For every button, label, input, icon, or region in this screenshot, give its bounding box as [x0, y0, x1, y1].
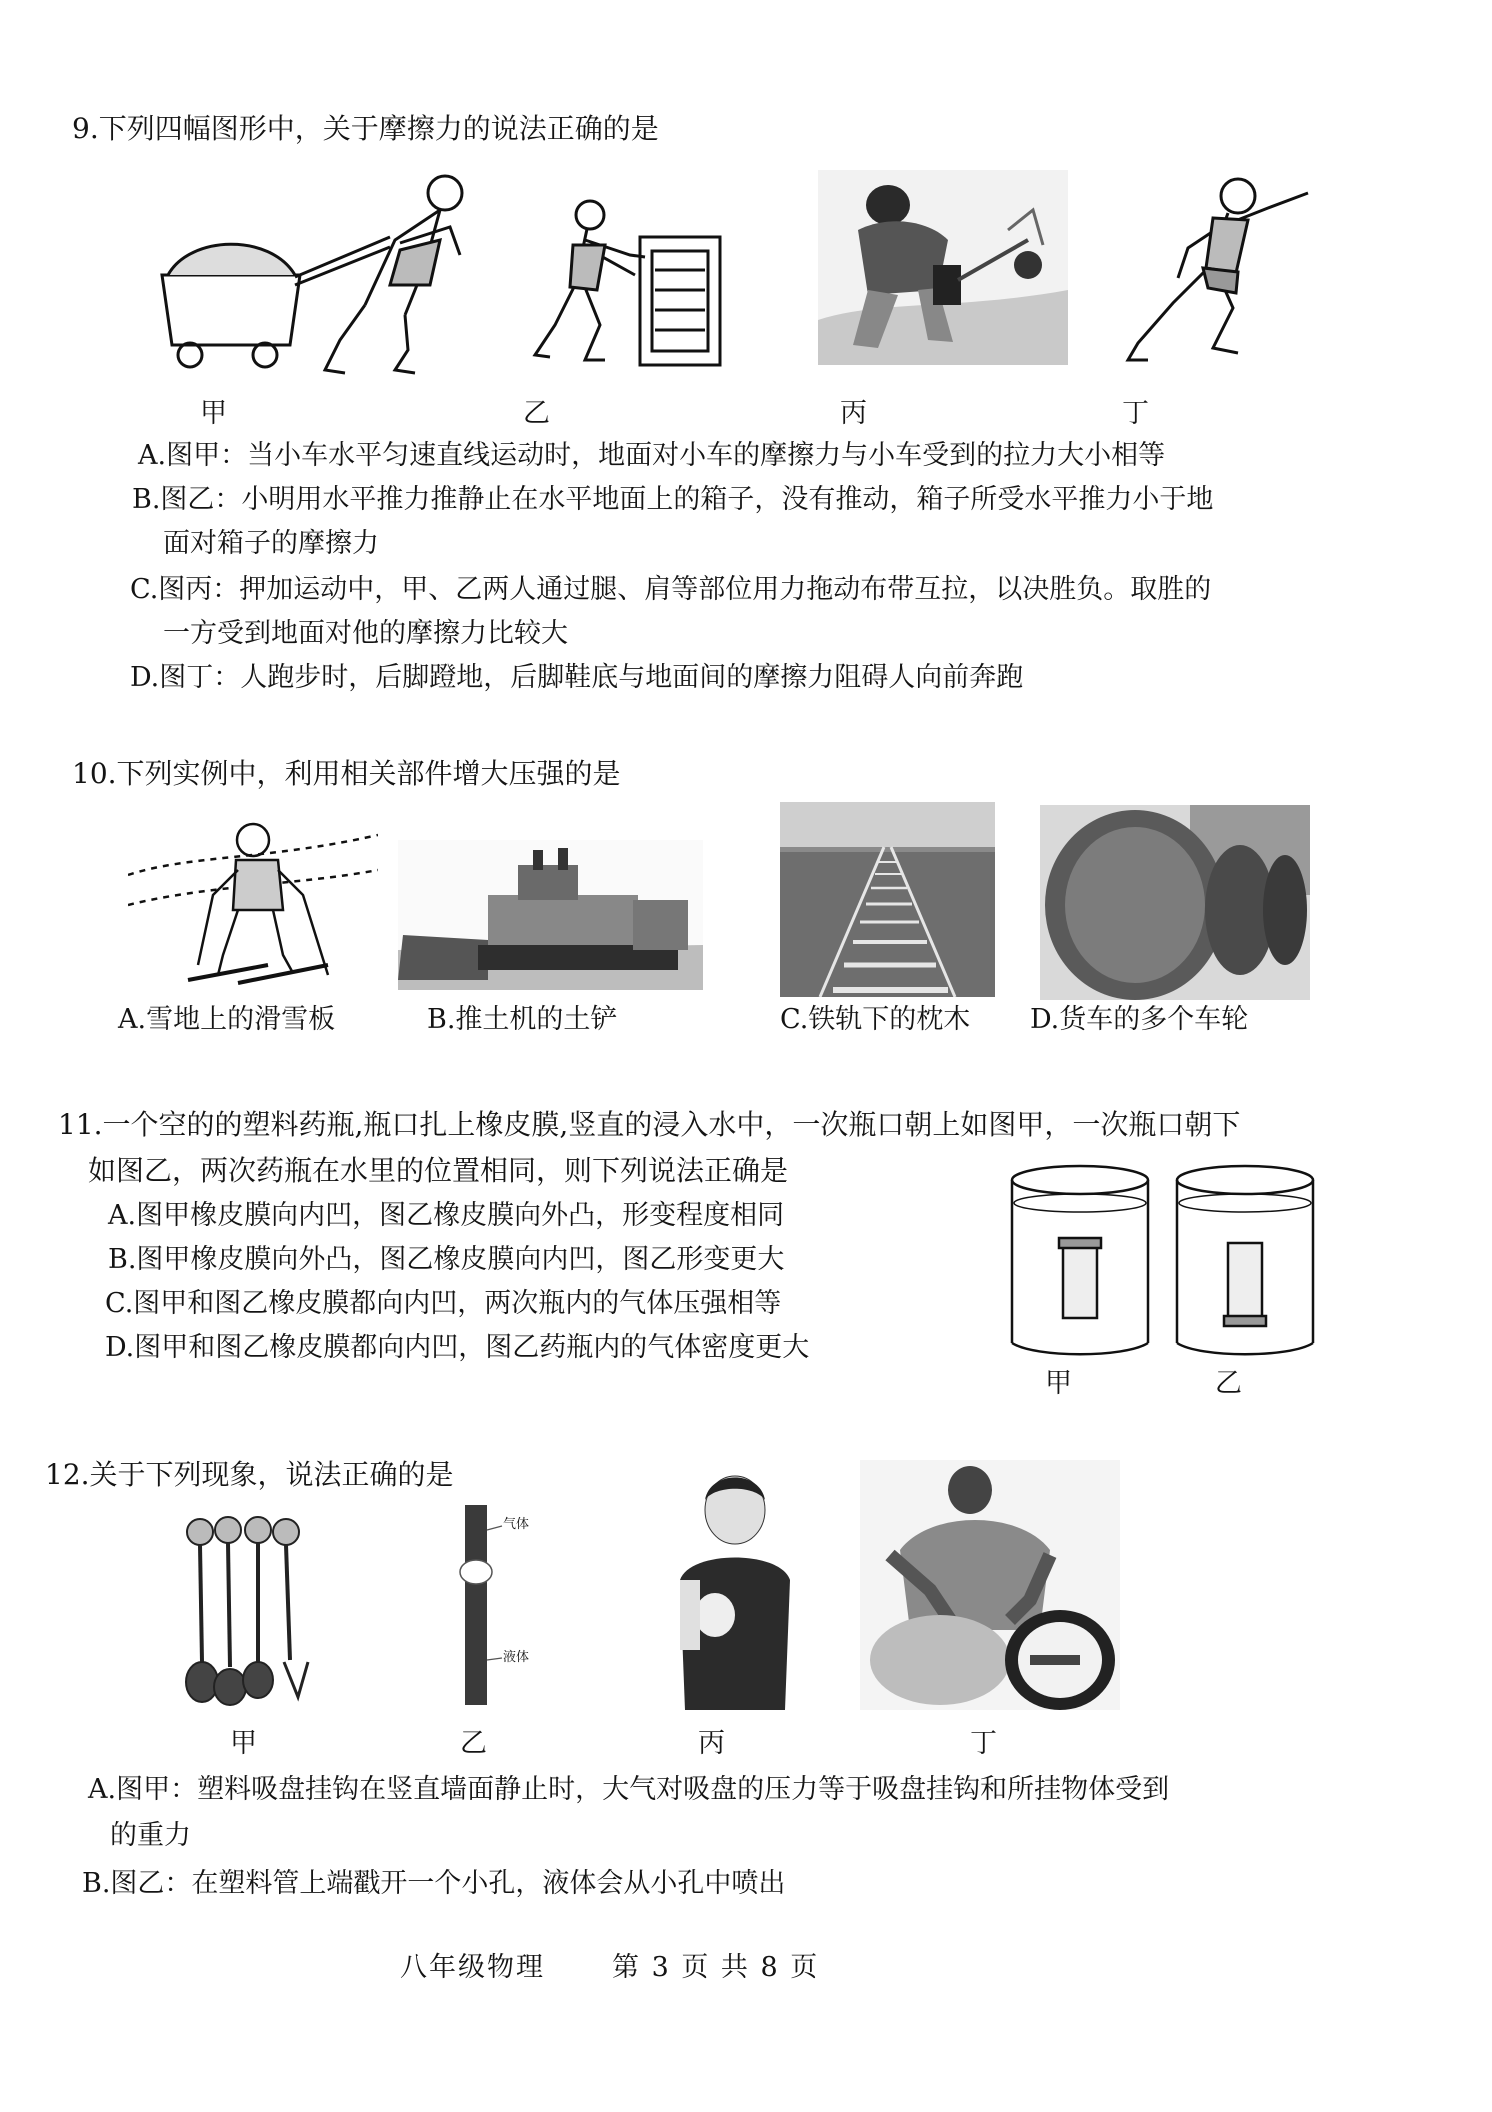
q9-label-ding: 丁	[1122, 398, 1149, 429]
q9-label-yi: 乙	[523, 398, 550, 429]
q9-option-d: D.图丁：人跑步时，后脚蹬地，后脚鞋底与地面间的摩擦力阻碍人向前奔跑	[130, 662, 1024, 693]
q12-option-a: A.图甲：塑料吸盘挂钩在竖直墙面静止时，大气对吸盘的压力等于吸盘挂钩和所挂物体受到	[88, 1774, 1170, 1805]
q12-label-bing: 丙	[698, 1728, 725, 1759]
q11-option-d: D.图甲和图乙橡皮膜都向内凹，图乙药瓶内的气体密度更大	[105, 1332, 810, 1363]
q10-caption-b: B.推土机的土铲	[427, 1004, 618, 1035]
q9-label-jia: 甲	[200, 398, 227, 429]
q12-tube-label-gas: 气体	[503, 1517, 530, 1532]
q9-option-b-cont: 面对箱子的摩擦力	[163, 528, 379, 559]
q9-stem: 9.下列四幅图形中，关于摩擦力的说法正确的是	[72, 112, 659, 145]
q9-figure-ding	[1118, 168, 1328, 373]
q12-tube-label-liquid: 液体	[503, 1650, 530, 1665]
q9-figure-bing-photo	[818, 170, 1068, 365]
q12-figure-ding-photo	[860, 1460, 1120, 1710]
q11-label-yi: 乙	[1215, 1368, 1242, 1399]
q11-stem-line1: 11.一个空的的塑料药瓶,瓶口扎上橡皮膜,竖直的浸入水中，一次瓶口朝上如图甲，一次瓶口朝下	[58, 1108, 1241, 1141]
q9-label-bing: 丙	[840, 398, 867, 429]
q10-figure-a-skier	[128, 815, 378, 990]
q10-caption-d: D.货车的多个车轮	[1030, 1004, 1249, 1035]
q10-figure-c-railway	[780, 802, 995, 997]
footer-subject: 八年级物理	[400, 1952, 545, 1983]
q12-option-b: B.图乙：在塑料管上端戳开一个小孔，液体会从小孔中喷出	[82, 1868, 786, 1899]
q9-option-c-cont: 一方受到地面对他的摩擦力比较大	[163, 618, 568, 649]
q12-label-jia: 甲	[230, 1728, 257, 1759]
footer-page-info: 第 3 页 共 8 页	[612, 1952, 820, 1983]
q9-option-c: C.图丙：押加运动中，甲、乙两人通过腿、肩等部位用力拖动布带互拉，以决胜负。取胜的	[130, 574, 1212, 605]
q11-option-b: B.图甲橡皮膜向外凸，图乙橡皮膜向内凹，图乙形变更大	[108, 1244, 785, 1275]
q10-stem: 10.下列实例中，利用相关部件增大压强的是	[72, 757, 621, 790]
q9-figure-yi	[515, 195, 725, 375]
q12-option-a-cont: 的重力	[110, 1820, 191, 1851]
q12-label-yi: 乙	[460, 1728, 487, 1759]
q10-caption-a: A.雪地上的滑雪板	[118, 1004, 336, 1035]
q11-label-jia: 甲	[1045, 1368, 1072, 1399]
q12-stem: 12.关于下列现象，说法正确的是	[45, 1458, 454, 1491]
q11-option-c: C.图甲和图乙橡皮膜都向内凹，两次瓶内的气体压强相等	[105, 1288, 782, 1319]
q11-option-a: A.图甲橡皮膜向内凹，图乙橡皮膜向外凸，形变程度相同	[108, 1200, 785, 1231]
q9-figure-jia	[150, 165, 480, 380]
q11-stem-line2: 如图乙，两次药瓶在水里的位置相同，则下列说法正确是	[88, 1154, 789, 1187]
q11-figure-beakers	[1005, 1158, 1325, 1368]
q10-figure-d-truck-wheels	[1040, 805, 1310, 1000]
q10-figure-b-bulldozer	[398, 840, 703, 990]
q10-caption-c: C.铁轨下的枕木	[780, 1004, 971, 1035]
q9-option-b: B.图乙：小明用水平推力推静止在水平地面上的箱子，没有推动，箱子所受水平推力小于地	[132, 484, 1214, 515]
q12-label-ding: 丁	[970, 1728, 997, 1759]
q12-figure-jia-hooks	[180, 1512, 315, 1707]
q9-option-a: A.图甲：当小车水平匀速直线运动时，地面对小车的摩擦力与小车受到的拉力大小相等	[138, 440, 1166, 471]
q12-figure-bing-boy-photo	[660, 1460, 810, 1710]
q12-figure-yi-tube	[430, 1500, 560, 1710]
